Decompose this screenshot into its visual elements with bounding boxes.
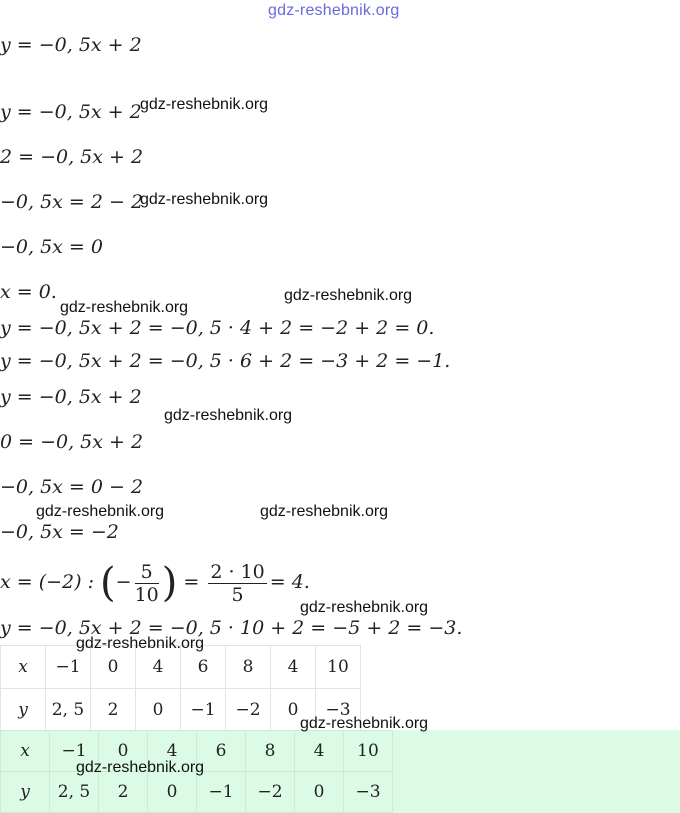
equation-line-7: x = 0. [0,281,57,303]
table-cell: 2, 5 [46,689,91,732]
fraction-2 [208,561,266,606]
equation-line-15: y = −0, 5x + 2 = −0, 5 · 10 + 2 = −5 + 2 = −3. [0,617,463,639]
equation-line-12: −0, 5x = 0 − 2 [0,476,144,498]
equation-line-3: y = −0, 5x + 2 [0,101,142,123]
watermark: gdz-reshebnik.org [140,96,269,113]
equation-line-8: y = −0, 5x + 2 = −0, 5 · 4 + 2 = −2 + 2 = 0. [0,317,435,339]
equation-line-10: y = −0, 5x + 2 [0,386,142,408]
watermark: gdz-reshebnik.org [140,191,269,208]
table-cell: −1 [46,646,91,689]
table-cell: 4 [295,731,344,772]
table-cell: −1 [197,772,246,813]
table-cell: 10 [344,731,393,772]
table-cell: 0 [271,689,316,732]
open-paren: ( [100,560,116,606]
table-cell: 6 [197,731,246,772]
table-cell: 4 [148,731,197,772]
table-cell: x [1,646,46,689]
eq14-mid: = [177,571,206,593]
table-cell: 6 [181,646,226,689]
table-cell: 0 [148,772,197,813]
fraction-1 [135,561,159,606]
fraction-1-numerator: 5 [135,561,159,584]
watermark: gdz-reshebnik.org [76,759,205,776]
table-cell: 2, 5 [50,772,99,813]
table-cell: x [1,731,50,772]
equation-line-4: 2 = −0, 5x + 2 [0,146,144,168]
equation-line-14: x = (−2) : (− $\frac{5}{10}$ ) = $\frac{2 \cdot 10}{5}$ = 4. [0,560,310,606]
table-cell: 0 [91,646,136,689]
eq14-prefix: x = (−2) : [0,571,101,593]
table-cell: −1 [181,689,226,732]
equation-line-5: −0, 5x = 2 − 2 [0,191,144,213]
equation-line-9: y = −0, 5x + 2 = −0, 5 · 6 + 2 = −3 + 2 = −1. [0,350,451,372]
table-cell: −1 [50,731,99,772]
watermark: gdz-reshebnik.org [36,503,165,520]
close-paren: ) [161,560,178,606]
equation-line-1: y = −0, 5x + 2 [0,34,142,56]
watermark: gdz-reshebnik.org [260,503,389,520]
watermark-top[interactable]: gdz-reshebnik.org [268,2,400,19]
watermark: gdz-reshebnik.org [300,599,429,616]
equation-line-13: −0, 5x = −2 [0,521,119,543]
table-cell: 0 [295,772,344,813]
watermark: gdz-reshebnik.org [164,407,293,424]
fraction-2-denominator: 5 [231,583,244,606]
table-cell: 8 [246,731,295,772]
table-cell: 8 [226,646,271,689]
table-cell: y [1,772,50,813]
table-cell: 2 [91,689,136,732]
equation-line-11: 0 = −0, 5x + 2 [0,431,144,453]
table-cell: 0 [136,689,181,732]
table-cell: −3 [344,772,393,813]
table-cell: 4 [136,646,181,689]
table-cell: −2 [246,772,295,813]
table-cell: 10 [316,646,361,689]
eq14-result: = 4. [269,571,310,593]
table-cell: 4 [271,646,316,689]
table-cell: −3 [316,689,361,732]
table-cell: −2 [226,689,271,732]
fraction-2-numerator: 2 · 10 [210,560,265,583]
watermark: gdz-reshebnik.org [300,715,429,732]
fraction-1-denominator: 10 [134,583,159,606]
table-cell: 2 [99,772,148,813]
table-cell: y [1,689,46,732]
equation-line-6: −0, 5x = 0 [0,236,103,258]
table-cell: 0 [99,731,148,772]
table-row [1,772,393,813]
watermark: gdz-reshebnik.org [76,635,205,652]
watermark: gdz-reshebnik.org [284,287,413,304]
watermark: gdz-reshebnik.org [60,299,189,316]
